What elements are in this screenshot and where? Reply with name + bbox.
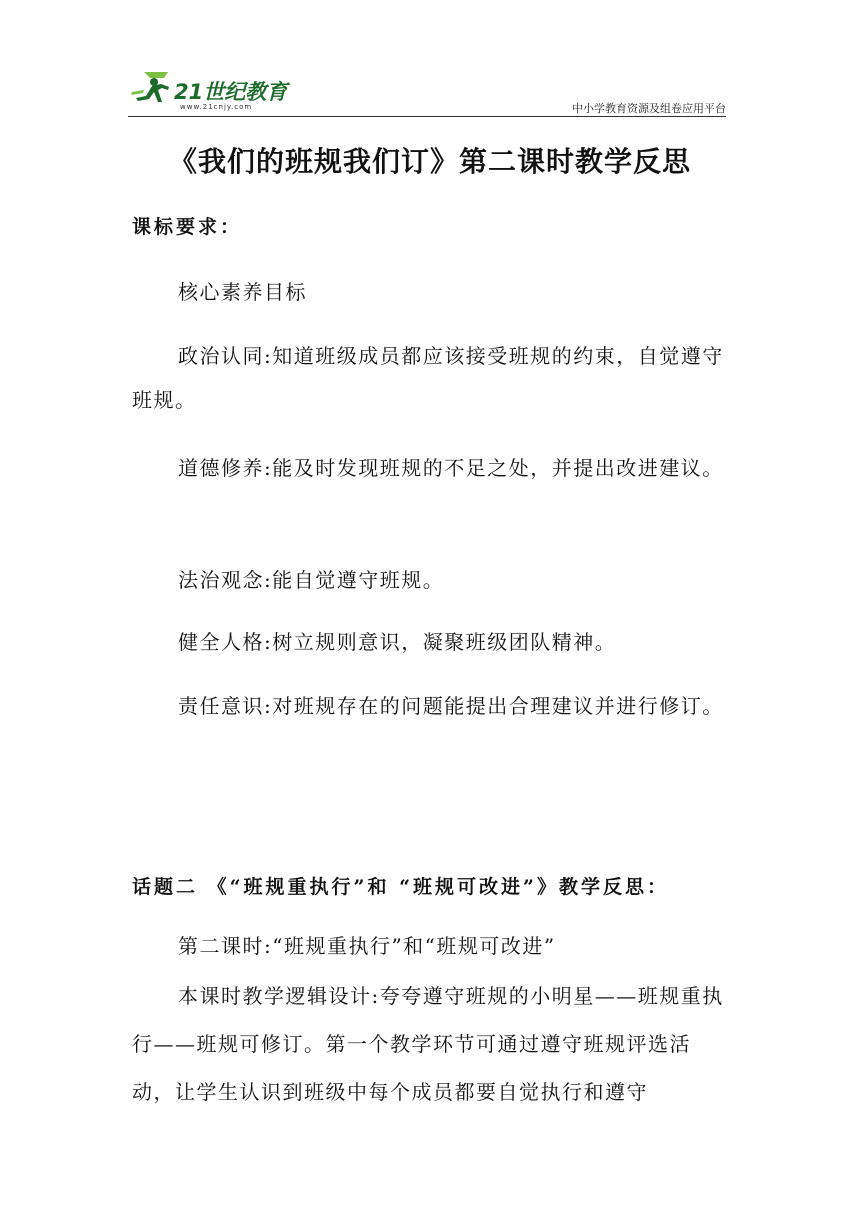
- section-heading-curriculum: 课标要求：: [132, 216, 243, 238]
- paragraph: 责任意识:对班规存在的问题能提出合理建议并进行修订。: [178, 694, 724, 718]
- runner-logo-icon: [128, 68, 176, 112]
- header-divider: [128, 116, 726, 117]
- logo-text: 21世纪教育: [174, 80, 288, 104]
- platform-tagline: 中小学教育资源及组卷应用平台: [572, 102, 726, 115]
- paragraph: 本课时教学逻辑设计:夸夸遵守班规的小明星——班规重执行——班规可修订。第一个教学环节可通过遵守班规评选活动，让学生认识到班级中每个成员都要自觉执行和遵守: [132, 984, 724, 1104]
- paragraph: 法治观念:能自觉遵守班规。: [178, 568, 445, 592]
- paragraph: 道德修养:能及时发现班规的不足之处，并提出改进建议。: [178, 456, 724, 480]
- document-title: 《我们的班规我们订》第二课时教学反思: [168, 145, 691, 178]
- paragraph: 第二课时:“班规重执行”和“班规可改进”: [178, 934, 556, 958]
- paragraph: 政治认同:知道班级成员都应该接受班规的约束，自觉遵守班规。: [132, 344, 724, 412]
- section-heading-topic-two: 话题二 《“班规重执行”和 “班规可改进”》教学反思：: [132, 876, 669, 898]
- logo-url-text: www.21cnjy.com: [180, 103, 253, 111]
- paragraph: 健全人格:树立规则意识，凝聚班级团队精神。: [178, 630, 617, 654]
- paragraph: 核心素养目标: [178, 280, 307, 304]
- site-logo: [128, 66, 298, 114]
- page-header: [128, 66, 726, 118]
